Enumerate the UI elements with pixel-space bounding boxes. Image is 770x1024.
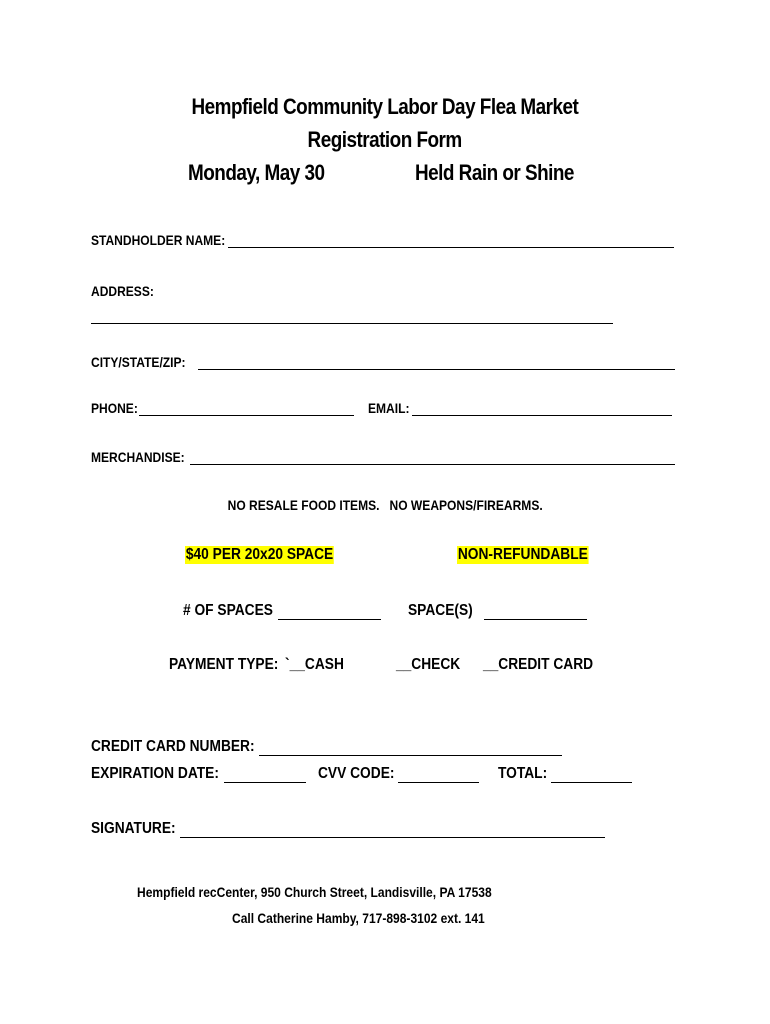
price-notice: $40 PER 20x20 SPACE <box>185 546 334 563</box>
city-row <box>91 354 201 370</box>
address-field[interactable] <box>91 309 613 324</box>
email-row <box>368 400 416 416</box>
form-title: Hempfield Community Labor Day Flea Market <box>191 94 579 119</box>
card-number-row <box>91 738 281 756</box>
city-state-zip-field[interactable] <box>198 355 675 370</box>
spaces-field[interactable] <box>278 605 381 620</box>
cvv-label: CVV CODE: <box>318 765 395 782</box>
footer-address-row <box>137 884 549 900</box>
phone-row <box>91 400 145 416</box>
footer-address: Hempfield recCenter, 950 Church Street, Landisville, PA 17538 <box>137 884 492 900</box>
payment-row <box>169 656 296 674</box>
card-number-field[interactable] <box>259 741 562 756</box>
email-label: EMAIL: <box>368 400 410 416</box>
form-subtitle: Registration Form <box>307 127 463 152</box>
total-field[interactable] <box>551 768 632 783</box>
credit-card-option[interactable] <box>483 656 611 674</box>
space-ids-field[interactable] <box>484 605 587 620</box>
address-label: ADDRESS: <box>91 283 154 299</box>
phone-label: PHONE: <box>91 400 138 416</box>
weather-note: Held Rain or Shine <box>415 160 574 185</box>
space-ids-row <box>408 602 483 620</box>
standholder-row <box>91 232 247 248</box>
cash-option[interactable] <box>285 656 353 674</box>
spaces-row <box>183 602 288 620</box>
merchandise-field[interactable] <box>190 450 675 465</box>
refund-notice: NON-REFUNDABLE <box>457 546 588 563</box>
expiration-field[interactable] <box>224 768 306 783</box>
check-option[interactable] <box>396 656 471 674</box>
standholder-label: STANDHOLDER NAME: <box>91 232 226 248</box>
footer-contact: Call Catherine Hamby, 717-898-3102 ext. 141 <box>232 910 485 926</box>
total-row <box>498 765 555 783</box>
merchandise-row <box>91 449 200 465</box>
check-option-label: __CHECK <box>396 656 461 673</box>
signature-field[interactable] <box>180 823 605 838</box>
payment-label: PAYMENT TYPE: <box>169 656 279 673</box>
city-label: CITY/STATE/ZIP: <box>91 354 186 370</box>
spaces-label: # OF SPACES <box>183 602 273 619</box>
cvv-field[interactable] <box>398 768 479 783</box>
merchandise-label: MERCHANDISE: <box>91 449 185 465</box>
phone-field[interactable] <box>139 401 354 416</box>
standholder-field[interactable] <box>228 233 674 248</box>
event-date: Monday, May 30 <box>188 160 325 185</box>
signature-row <box>91 820 189 838</box>
cash-option-label: `__CASH <box>285 656 344 673</box>
price-row <box>185 546 358 564</box>
cvv-row <box>318 765 407 783</box>
space-ids-label: SPACE(S) <box>408 602 473 619</box>
signature-label: SIGNATURE: <box>91 820 176 837</box>
expiration-row <box>91 765 240 783</box>
card-number-label: CREDIT CARD NUMBER: <box>91 738 255 755</box>
address-row <box>91 283 164 299</box>
expiration-label: EXPIRATION DATE: <box>91 765 219 782</box>
refund-row <box>457 546 610 564</box>
total-label: TOTAL: <box>498 765 548 782</box>
footer-contact-row <box>232 910 526 926</box>
restrictions-notice: NO RESALE FOOD ITEMS. NO WEAPONS/FIREARMS. <box>227 497 543 513</box>
email-field[interactable] <box>412 401 672 416</box>
credit-card-option-label: __CREDIT CARD <box>483 656 594 673</box>
